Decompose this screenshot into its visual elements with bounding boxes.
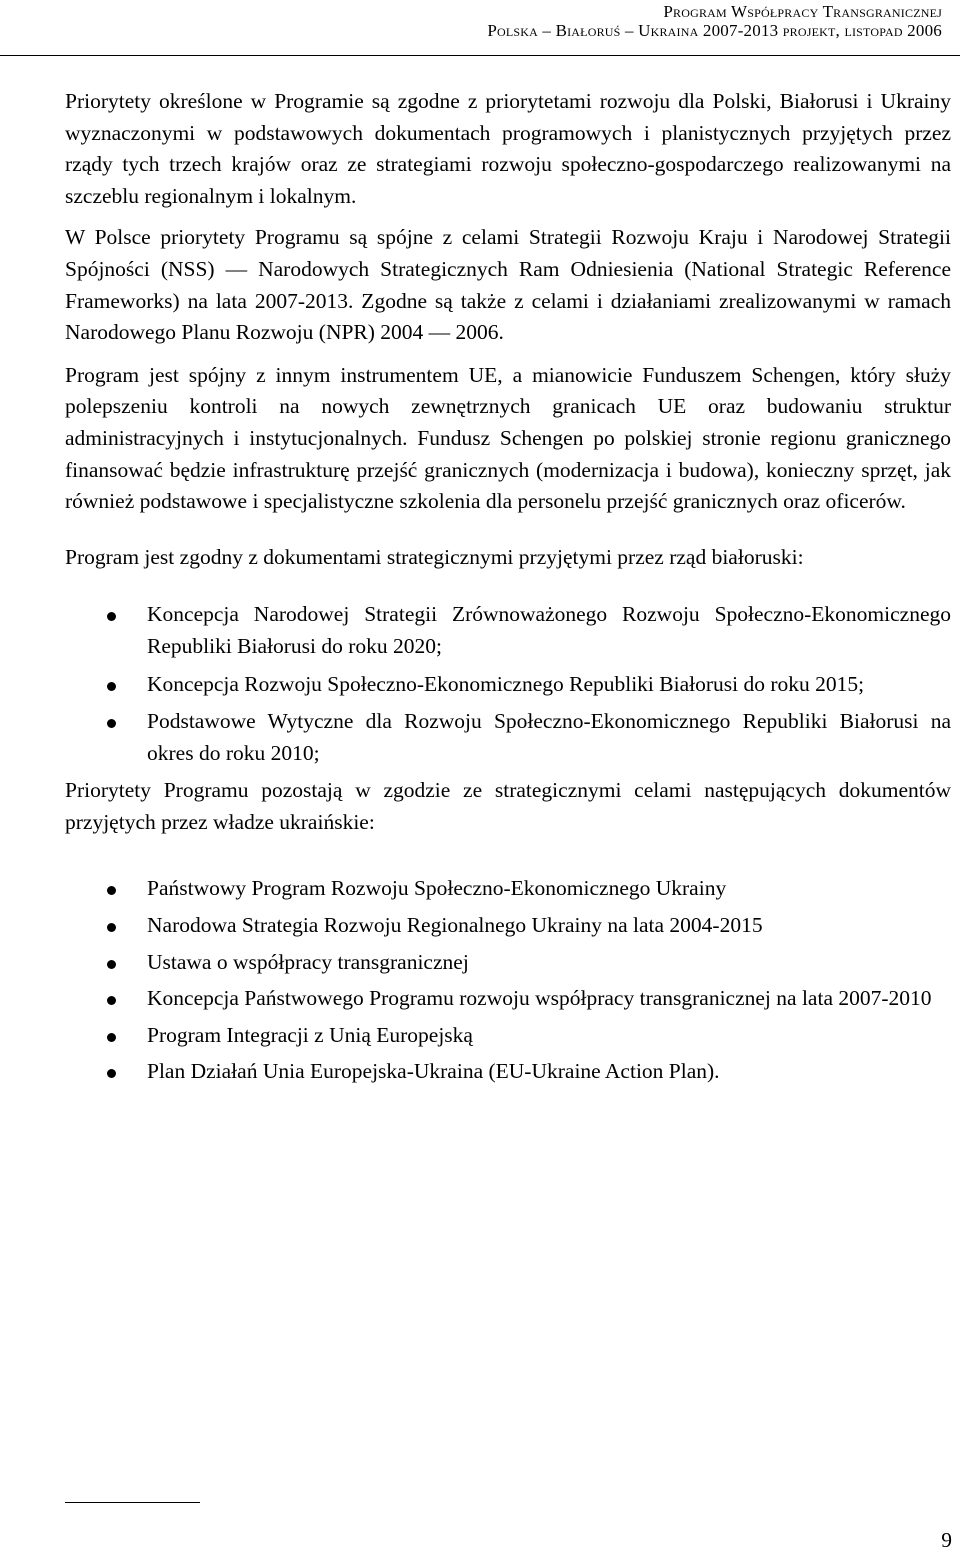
page-header: [487, 2, 942, 40]
bullet-icon: [107, 996, 116, 1005]
bullet-icon: [107, 719, 116, 728]
paragraph-poland: W Polsce priorytety Programu są spójne z celami Strategii Rozwoju Kraju i Narodowej Strategii Spójności (NSS) — Narodowych Strategicznych Ram Odniesienia (National Strategic Reference Frameworks) na lata 2007-2013. Zgodne są także z celami i działaniami zrealizowanymi w ramach Narodowego Planu Rozwoju (NPR) 2004 — 2006.: [65, 225, 951, 345]
belarus-documents-list: [65, 599, 951, 769]
list-item-text: Koncepcja Rozwoju Społeczno-Ekonomicznego Republiki Białorusi do roku 2015;: [147, 671, 865, 696]
list-item: [65, 910, 951, 942]
document-body: [65, 86, 951, 1093]
bullet-icon: [107, 923, 116, 932]
list-item-text: Program Integracji z Unią Europejską: [147, 1022, 473, 1047]
header-line-project: Polska – Białoruś – Ukraina 2007-2013 projekt, listopad 2006: [487, 21, 942, 40]
paragraph-ukraine-intro: Priorytety Programu pozostają w zgodzie ze strategicznymi celami następujących dokumentów przyjętych przez władze ukraińskie:: [65, 778, 951, 834]
paragraph-belarus-intro: Program jest zgodny z dokumentami strategicznymi przyjętymi przez rząd białoruski:: [65, 544, 804, 569]
bullet-icon: [107, 886, 116, 895]
list-item: [65, 1056, 951, 1088]
header-divider: [0, 55, 960, 56]
header-line-program: Program Współpracy Transgranicznej: [663, 2, 942, 21]
list-item-text: Podstawowe Wytyczne dla Rozwoju Społeczno-Ekonomicznego Republiki Białorusi na okres do roku 2010;: [147, 709, 951, 765]
list-item: [65, 1020, 951, 1052]
list-item-text: Koncepcja Narodowej Strategii Zrównoważonego Rozwoju Społeczno-Ekonomicznego Republiki Białorusi do roku 2020;: [147, 602, 951, 658]
list-item-text: Państwowy Program Rozwoju Społeczno-Ekonomicznego Ukrainy: [147, 876, 727, 901]
list-item: [65, 669, 951, 701]
list-item: [65, 983, 951, 1015]
bullet-icon: [107, 682, 116, 691]
list-item-text: Ustawa o współpracy transgranicznej: [147, 949, 469, 974]
bullet-icon: [107, 960, 116, 969]
list-item: [65, 947, 951, 979]
list-item: [65, 599, 951, 662]
paragraph-schengen-fund: Program jest spójny z innym instrumentem UE, a mianowicie Funduszem Schengen, który służy polepszeniu kontroli na nowych zewnętrznych granicach UE oraz budowaniu struktur administracyjnych i instytucjonalnych. Fundusz Schengen po polskiej stronie regionu granicznego finansować będzie infrastrukturę przejść granicznych (modernizacja i budowa), konieczny sprzęt, jak również podstawowe i specjalistyczne szkolenia dla personelu przejść granicznych oraz oficerów.: [65, 362, 951, 514]
list-item: [65, 706, 951, 769]
bullet-icon: [107, 612, 116, 621]
ukraine-documents-list: [65, 873, 951, 1088]
list-item: [65, 873, 951, 905]
list-item-text: Plan Działań Unia Europejska-Ukraina (EU-Ukraine Action Plan).: [147, 1059, 720, 1084]
list-item-text: Narodowa Strategia Rozwoju Regionalnego Ukrainy na lata 2004-2015: [147, 913, 763, 938]
bullet-icon: [107, 1033, 116, 1042]
paragraph-priorities: Priorytety określone w Programie są zgodne z priorytetami rozwoju dla Polski, Białorusi i Ukrainy wyznaczonymi w podstawowych dokumentach programowych i planistycznych przyjętych przez rządy tych trzech krajów oraz ze strategiami rozwoju społeczno-gospodarczego realizowanymi na szczeblu regionalnym i lokalnym.: [65, 89, 951, 208]
list-item-text: Koncepcja Państwowego Programu rozwoju współpracy transgranicznej na lata 2007-2010: [147, 986, 932, 1011]
footnote-divider: [65, 1502, 200, 1503]
bullet-icon: [107, 1069, 116, 1078]
page-number: 9: [941, 1528, 952, 1552]
